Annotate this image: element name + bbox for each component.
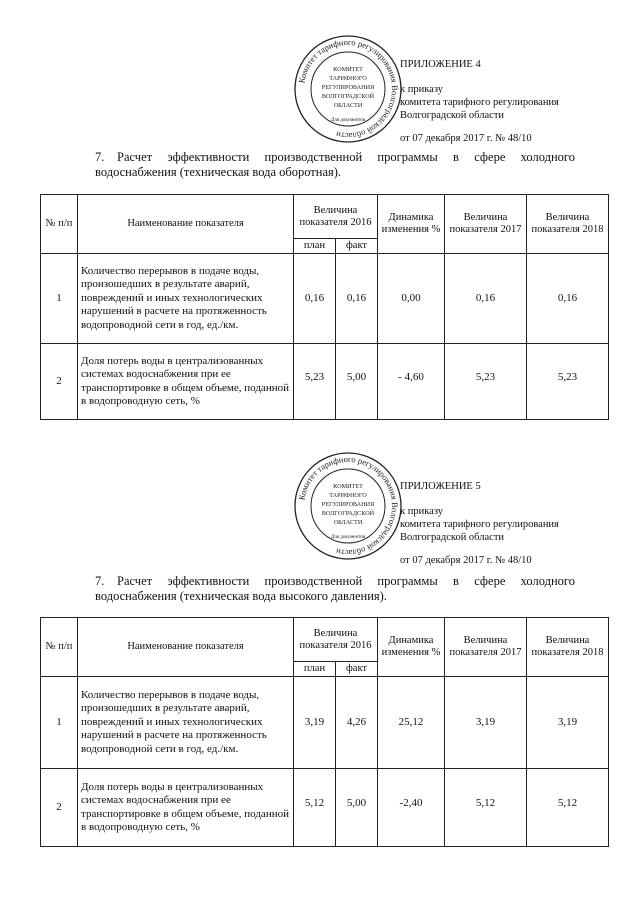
heading-number: 7. <box>95 574 105 588</box>
row-dynamics: - 4,60 <box>378 344 445 420</box>
row-2018: 5,12 <box>527 769 609 847</box>
col-header-2018: Величина показателя 2018 <box>527 195 609 254</box>
appendix-line: комитета тарифного регулирования <box>400 519 559 530</box>
stamp-center-line: ТАРИФНОГО <box>329 75 367 82</box>
row-fact: 5,00 <box>336 344 378 420</box>
col-header-num: № п/п <box>41 618 78 677</box>
appendix-line: Волгоградской области <box>400 532 505 543</box>
col-header-2016: Величина показателя 2016 <box>294 618 378 662</box>
row-dynamics: 0,00 <box>378 254 445 344</box>
stamp-bottom-text: Для документов <box>330 535 366 540</box>
table-row <box>41 254 609 344</box>
stamp-center-line: РЕГУЛИРОВАНИЯ <box>321 84 375 91</box>
row-plan: 0,16 <box>294 254 336 344</box>
col-header-fact: факт <box>336 662 378 677</box>
col-header-2017: Величина показателя 2017 <box>445 195 527 254</box>
row-2017: 5,12 <box>445 769 527 847</box>
row-fact: 4,26 <box>336 677 378 769</box>
col-header-2016: Величина показателя 2016 <box>294 195 378 239</box>
col-header-plan: план <box>294 239 336 254</box>
row-fact: 5,00 <box>336 769 378 847</box>
row-fact: 0,16 <box>336 254 378 344</box>
stamp-center-line: ОБЛАСТИ <box>333 102 363 109</box>
row-2018: 0,16 <box>527 254 609 344</box>
row-2018: 5,23 <box>527 344 609 420</box>
row-num: 1 <box>41 254 78 344</box>
table-row <box>41 677 609 769</box>
efficiency-table <box>40 617 609 847</box>
row-2017: 5,23 <box>445 344 527 420</box>
efficiency-table <box>40 194 609 420</box>
col-header-2017: Величина показателя 2017 <box>445 618 527 677</box>
row-name: Количество перерывов в подаче воды, произошедших в результате аварий, повреждений и иных технологических нарушений в расчете на протяженность водопроводной сети в год, ед./км. <box>78 254 294 344</box>
appendix-header <box>400 480 635 567</box>
stamp-center-line: ВОЛГОГРАДСКОЙ <box>321 510 375 517</box>
stamp-center-line: ОБЛАСТИ <box>333 519 363 526</box>
stamp-ring-text: Комитет тарифного регулирования Волгоградской области <box>296 453 401 559</box>
row-name: Доля потерь воды в централизованных системах водоснабжения при ее транспортировке в общем объеме, поданной в водопроводную сеть, % <box>78 769 294 847</box>
col-header-fact: факт <box>336 239 378 254</box>
appendix-line: Волгоградской области <box>400 110 505 121</box>
appendix-line: к приказу <box>400 506 443 517</box>
col-header-num: № п/п <box>41 195 78 254</box>
appendix-date: от 07 декабря 2017 г. № 48/10 <box>400 133 532 144</box>
row-num: 2 <box>41 344 78 420</box>
appendix-title: ПРИЛОЖЕНИЕ 4 <box>400 59 481 70</box>
col-header-plan: план <box>294 662 336 677</box>
col-header-name: Наименование показателя <box>78 195 294 254</box>
official-stamp <box>292 33 404 145</box>
appendix-line: комитета тарифного регулирования <box>400 97 559 108</box>
stamp-center-line: КОМИТЕТ <box>333 483 363 490</box>
appendix-title: ПРИЛОЖЕНИЕ 5 <box>400 481 481 492</box>
row-num: 1 <box>41 677 78 769</box>
table-row <box>41 344 609 420</box>
row-2018: 3,19 <box>527 677 609 769</box>
row-num: 2 <box>41 769 78 847</box>
row-2017: 0,16 <box>445 254 527 344</box>
row-plan: 5,23 <box>294 344 336 420</box>
appendix-date: от 07 декабря 2017 г. № 48/10 <box>400 555 532 566</box>
row-name: Количество перерывов в подаче воды, произошедших в результате аварий, повреждений и иных технологических нарушений в расчете на протяженность водопроводной сети в год, ед./км. <box>78 677 294 769</box>
row-name: Доля потерь воды в централизованных системах водоснабжения при ее транспортировке в общем объеме, поданной в водопроводную сеть, % <box>78 344 294 420</box>
col-header-dynamics: Динамика изменения % <box>378 618 445 677</box>
stamp-center-line: ТАРИФНОГО <box>329 492 367 499</box>
stamp-center-line: РЕГУЛИРОВАНИЯ <box>321 501 375 508</box>
appendix-line: к приказу <box>400 84 443 95</box>
row-dynamics: -2,40 <box>378 769 445 847</box>
row-dynamics: 25,12 <box>378 677 445 769</box>
heading-number: 7. <box>95 150 105 164</box>
section-heading <box>95 574 575 604</box>
heading-text: Расчет эффективности производственной программы в сфере холодного водоснабжения (техническая вода высокого давления). <box>95 574 575 603</box>
col-header-dynamics: Динамика изменения % <box>378 195 445 254</box>
table-row <box>41 769 609 847</box>
official-stamp <box>292 450 404 562</box>
stamp-bottom-text: Для документов <box>330 118 366 123</box>
row-plan: 5,12 <box>294 769 336 847</box>
row-2017: 3,19 <box>445 677 527 769</box>
col-header-name: Наименование показателя <box>78 618 294 677</box>
heading-text: Расчет эффективности производственной программы в сфере холодного водоснабжения (техническая вода оборотная). <box>95 150 575 179</box>
section-heading <box>95 150 575 180</box>
stamp-ring-text: Комитет тарифного регулирования Волгоградской области <box>296 36 401 142</box>
col-header-2018: Величина показателя 2018 <box>527 618 609 677</box>
stamp-center-line: КОМИТЕТ <box>333 66 363 73</box>
row-plan: 3,19 <box>294 677 336 769</box>
appendix-header <box>400 58 635 145</box>
stamp-center-line: ВОЛГОГРАДСКОЙ <box>321 93 375 100</box>
